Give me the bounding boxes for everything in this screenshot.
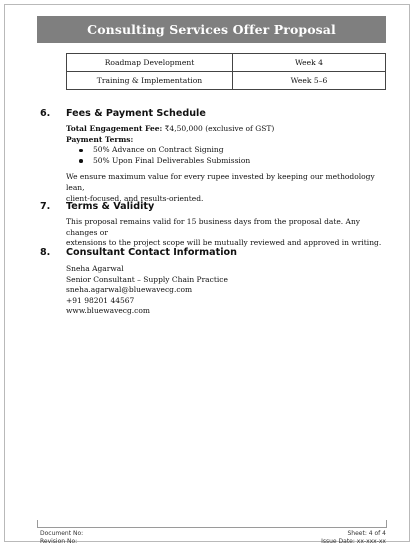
table-cell-timeline: Week 4 xyxy=(233,54,386,72)
footer-rule xyxy=(37,527,386,528)
document-title: Consulting Services Offer Proposal xyxy=(87,22,336,37)
document-number-label: Document No: xyxy=(40,530,84,537)
contact-role: Senior Consultant – Supply Chain Practice xyxy=(66,274,228,284)
fee-label: Total Engagement Fee: xyxy=(66,124,163,133)
document-header xyxy=(37,16,386,43)
section-number: 7. xyxy=(40,200,51,212)
section-number: 6. xyxy=(40,107,51,119)
issue-date: Issue Date: xx-xxx-xx xyxy=(321,537,386,545)
footer-right xyxy=(321,530,386,545)
section-terms xyxy=(40,199,390,249)
contact-website: www.bluewavecg.com xyxy=(66,306,151,316)
table-cell-task: Training & Implementation xyxy=(67,72,233,90)
footer-left xyxy=(40,530,83,545)
section-contact xyxy=(40,245,390,317)
footer-divider xyxy=(386,520,387,528)
fee-value: ₹4,50,000 (exclusive of GST) xyxy=(162,124,275,133)
section-fees xyxy=(40,106,390,204)
payment-terms-list xyxy=(66,145,390,166)
section-heading xyxy=(40,106,390,120)
timeline-table xyxy=(66,53,386,90)
table-row xyxy=(67,54,386,72)
list-item: 50% Upon Final Deliverables Submission xyxy=(66,156,390,167)
section-title: Consultant Contact Information xyxy=(66,246,237,258)
table-row xyxy=(67,72,386,90)
payment-terms-label: Payment Terms: xyxy=(66,134,134,144)
contact-block xyxy=(66,264,390,317)
table-cell-task: Roadmap Development xyxy=(67,54,233,72)
contact-phone: +91 98201 44567 xyxy=(66,295,135,305)
bullet-icon xyxy=(79,159,83,163)
table-cell-timeline: Week 5–6 xyxy=(233,72,386,90)
section-body: This proposal remains valid for 15 business days from the proposal date. Any changes or extensions to the project scope will be mutually reviewed and approved in writing. xyxy=(66,217,382,248)
section-title: Terms & Validity xyxy=(66,200,155,212)
contact-name: Sneha Agarwal xyxy=(66,264,124,273)
section-title: Fees & Payment Schedule xyxy=(66,107,206,119)
sheet-number: Sheet: 4 of 4 xyxy=(347,530,386,537)
section-number: 8. xyxy=(40,246,51,258)
contact-email: sneha.agarwal@bluewavecg.com xyxy=(66,285,193,295)
value-statement: We ensure maximum value for every rupee invested by keeping our methodology lean, client-focused, and results-oriented. xyxy=(66,172,375,203)
revision-number-label: Revision No: xyxy=(40,537,78,545)
section-heading xyxy=(40,245,390,259)
fee-line xyxy=(66,124,390,135)
list-item: 50% Advance on Contract Signing xyxy=(66,145,390,156)
section-heading xyxy=(40,199,390,213)
bullet-icon xyxy=(79,149,83,153)
section-body xyxy=(66,124,390,204)
